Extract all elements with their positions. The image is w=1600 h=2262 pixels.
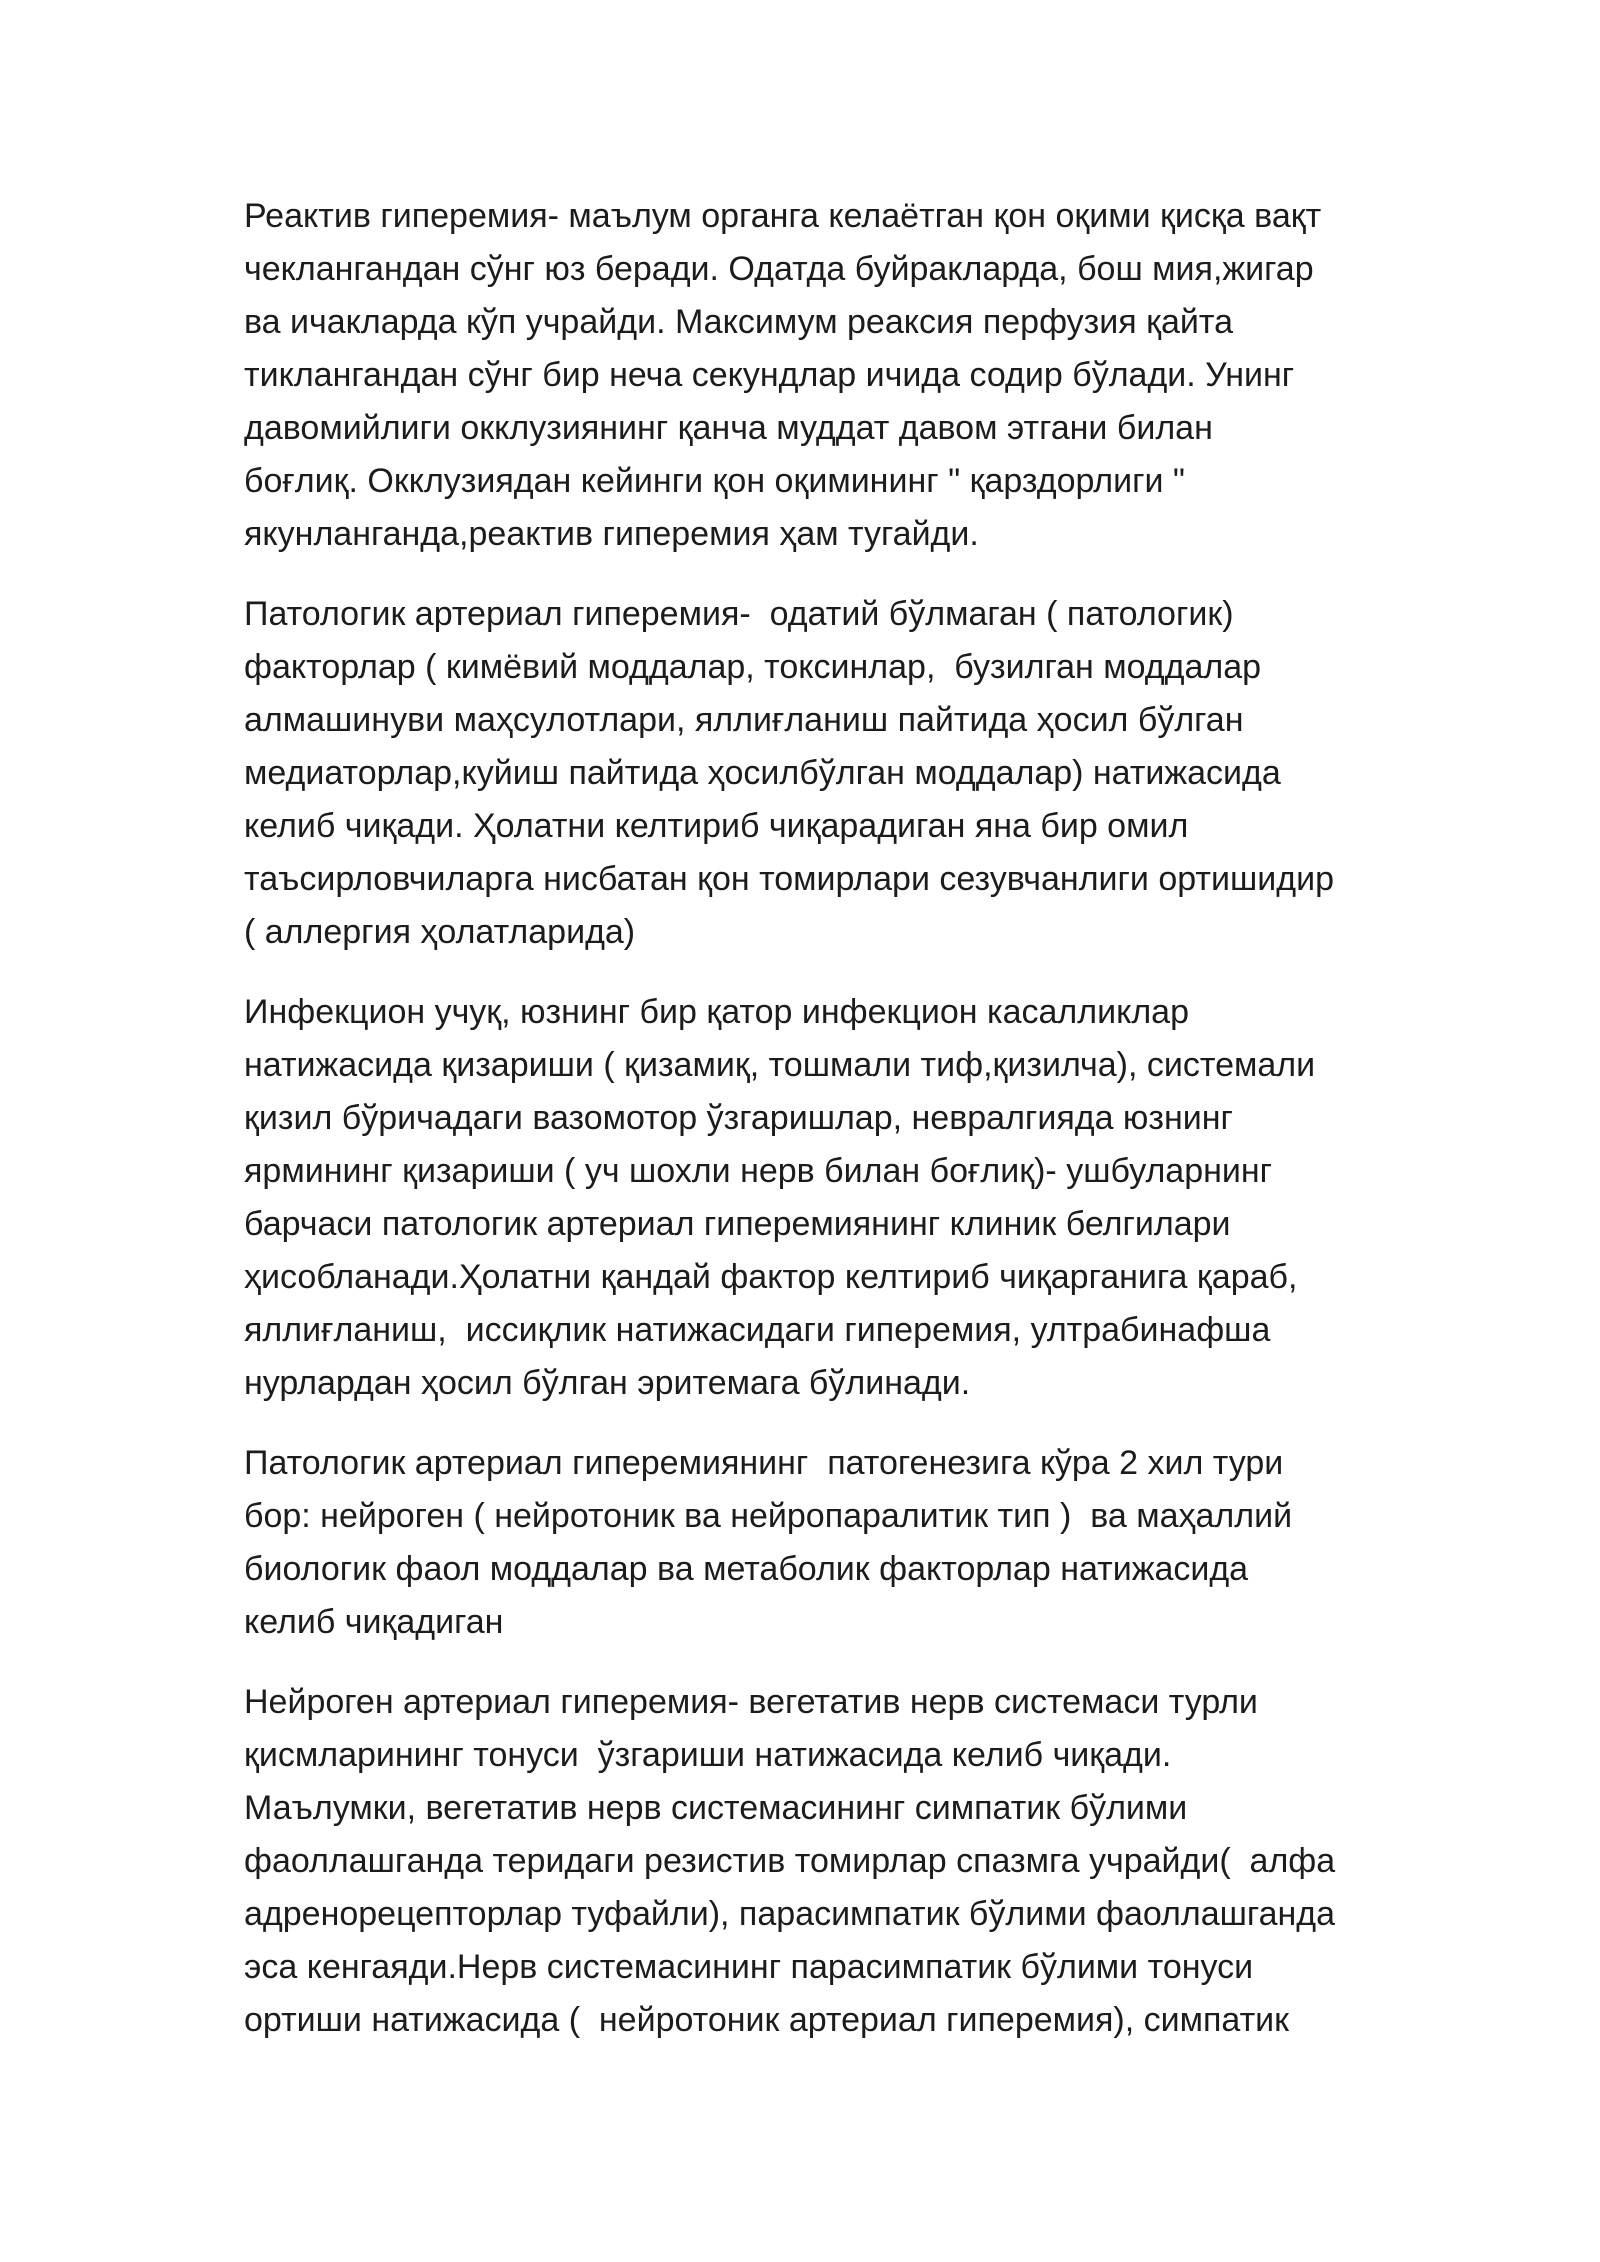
text-line: нурлардан ҳосил бўлган эритемага бўлинади. (244, 1364, 971, 1402)
paragraph-neurogenic-hyperemia (244, 1676, 1374, 2047)
paragraph-infection-examples (244, 986, 1374, 1410)
text-line: Инфекцион учуқ, юзнинг бир қатор инфекцион касалликлар (244, 993, 1189, 1031)
text-line: тиклангандан сўнг бир неча секундлар ичида содир бўлади. Унинг (244, 356, 1295, 394)
text-line: чеклангандан сўнг юз беради. Одатда буйракларда, бош мия,жигар (244, 250, 1314, 288)
text-line: келиб чиқадиган (244, 1603, 504, 1641)
text-line: яллиғланиш, иссиқлик натижасидаги гиперемия, ултрабинафша (244, 1311, 1271, 1349)
text-line: Патологик артериал гиперемия- одатий бўлмаган ( патологик) (244, 595, 1234, 633)
text-line: якунланганда,реактив гиперемия ҳам тугайди. (244, 515, 979, 553)
text-line: боғлиқ. Окклузиядан кейинги қон оқимининг " қарздорлиги " (244, 462, 1185, 500)
text-line: бор: нейроген ( нейротоник ва нейропаралитик тип ) ва маҳаллий (244, 1497, 1293, 1535)
document-body (244, 190, 1374, 2074)
text-line: Патологик артериал гиперемиянинг патогенезига кўра 2 хил тури (244, 1444, 1284, 1482)
text-line: фаоллашганда теридаги резистив томирлар спазмга учрайди( алфа (244, 1842, 1336, 1880)
text-line: таъсирловчиларга нисбатан қон томирлари сезувчанлиги ортишидир (244, 860, 1335, 898)
paragraph-pathologic-hyperemia (244, 588, 1374, 959)
text-line: ярмининг қизариши ( уч шохли нерв билан боғлиқ)- ушбуларнинг (244, 1152, 1273, 1190)
text-line: медиаторлар,куйиш пайтида ҳосилбўлган моддалар) натижасида (244, 754, 1281, 792)
text-line: биологик фаол моддалар ва метаболик факторлар натижасида (244, 1550, 1249, 1588)
text-line: натижасида қизариши ( қизамиқ, тошмали тиф,қизилча), системали (244, 1046, 1316, 1084)
text-line: ( аллергия ҳолатларида) (244, 913, 636, 951)
text-line: келиб чиқади. Ҳолатни келтириб чиқарадиган яна бир омил (244, 807, 1189, 845)
text-line: эса кенгаяди.Нерв системасининг парасимпатик бўлими тонуси (244, 1948, 1254, 1986)
paragraph-pathogenesis-types (244, 1437, 1374, 1649)
text-line: ҳисобланади.Ҳолатни қандай фактор келтириб чиқарганига қараб, (244, 1258, 1298, 1296)
text-line: адренорецепторлар туфайли), парасимпатик бўлими фаоллашганда (244, 1895, 1336, 1933)
text-line: Реактив гиперемия- маълум органга келаётган қон оқими қисқа вақт (244, 197, 1322, 235)
text-line: ортиши натижасида ( нейротоник артериал гиперемия), симпатик (244, 2001, 1290, 2039)
text-line: Маълумки, вегетатив нерв системасининг симпатик бўлими (244, 1789, 1188, 1827)
text-line: қизил бўричадаги вазомотор ўзгаришлар, невралгияда юзнинг (244, 1099, 1233, 1137)
text-line: Нейроген артериал гиперемия- вегетатив нерв системаси турли (244, 1683, 1258, 1721)
text-line: факторлар ( кимёвий моддалар, токсинлар, бузилган моддалар (244, 648, 1262, 686)
text-line: алмашинуви маҳсулотлари, яллиғланиш пайтида ҳосил бўлган (244, 701, 1244, 739)
text-line: ва ичакларда кўп учрайди. Максимум реаксия перфузия қайта (244, 303, 1233, 341)
text-line: қисмларининг тонуси ўзгариши натижасида келиб чиқади. (244, 1736, 1172, 1774)
text-line: барчаси патологик артериал гиперемиянинг клиник белгилари (244, 1205, 1231, 1243)
paragraph-reactive-hyperemia (244, 190, 1374, 561)
text-line: давомийлиги окклузиянинг қанча муддат давом этгани билан (244, 409, 1213, 447)
